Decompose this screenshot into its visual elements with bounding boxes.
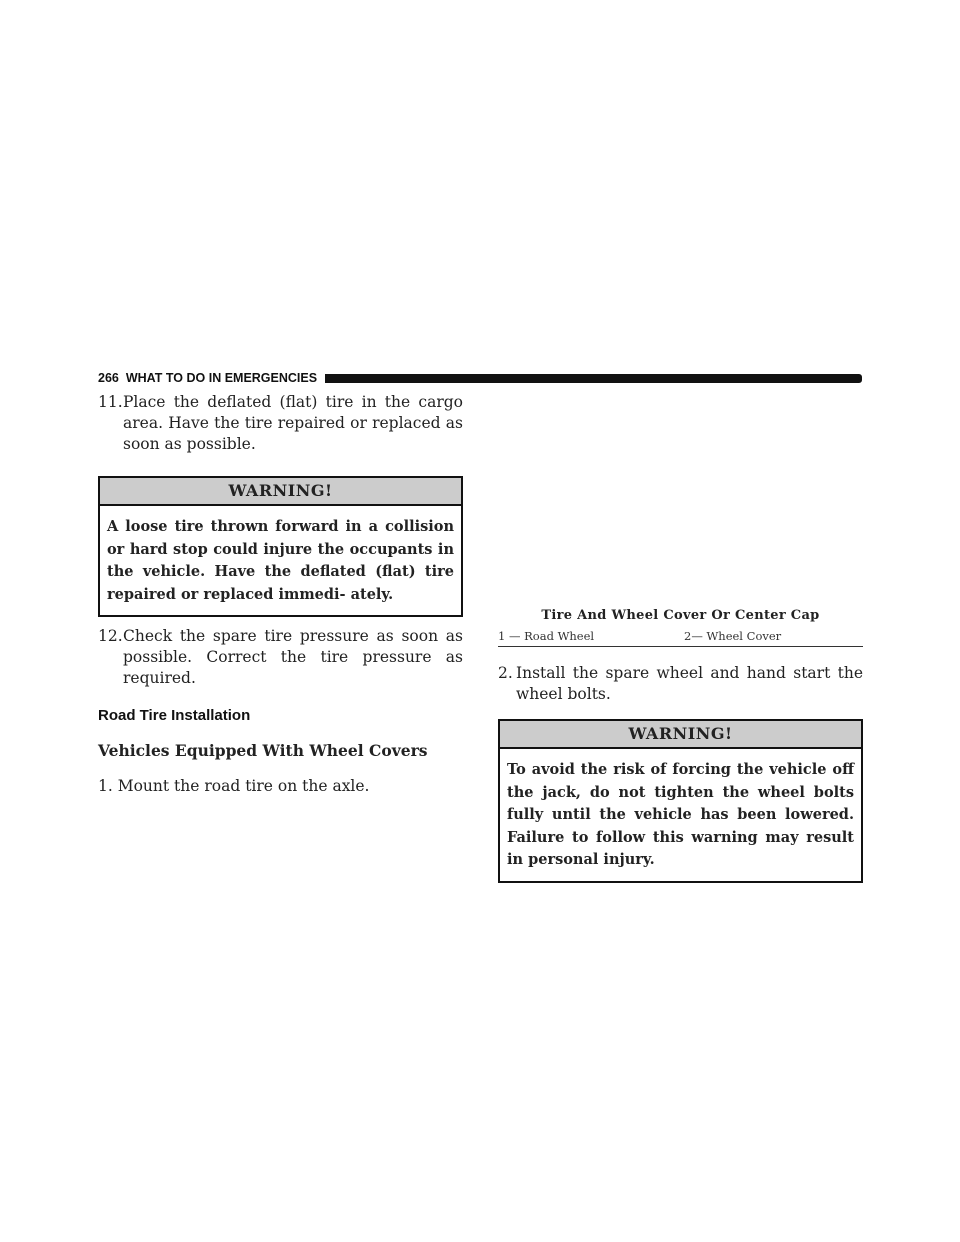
figure-legend [498, 626, 863, 647]
sub-heading: Vehicles Equipped With Wheel Covers [98, 741, 428, 760]
left-column [98, 392, 463, 797]
section-heading: Road Tire Installation [98, 707, 251, 724]
step-text: Place the deflated (flat) tire in the cargo area. Have the tire repaired or replaced as soon as possible. [123, 393, 463, 453]
legend-item-wheel-cover: 2— Wheel Cover [684, 629, 782, 643]
step-2 [498, 663, 863, 705]
step-text: Install the spare wheel and hand start the wheel bolts. [516, 664, 863, 703]
warning-text: A loose tire thrown forward in a collision or hard stop could injure the occupants in the vehicle. Have the deflated (flat) tire repaired or replaced immedi- ately. [107, 518, 454, 603]
warning-box-loose-tire [98, 476, 463, 617]
page-header [98, 370, 862, 386]
section-title: WHAT TO DO IN EMERGENCIES [125, 371, 318, 385]
step-12 [98, 626, 463, 689]
step-11 [98, 392, 463, 455]
legend-item-road-wheel: 1 — Road Wheel [498, 629, 595, 643]
header-rule [325, 374, 862, 383]
warning-text: To avoid the risk of forcing the vehicle off the jack, do not tighten the wheel bolts fully until the vehicle has been lowered. Failure to follow this warning may result in personal injury. [507, 761, 854, 868]
step-text: Check the spare tire pressure as soon as possible. Correct the tire pressure as required. [123, 627, 463, 687]
step-number: 2. [498, 664, 513, 682]
page-number: 266 [98, 371, 119, 385]
step-1 [98, 776, 463, 797]
step-number: 12. [98, 627, 123, 645]
step-number: 11. [98, 393, 123, 411]
warning-title: WARNING! [100, 478, 461, 506]
step-text: Mount the road tire on the axle. [117, 777, 370, 795]
figure-image-area [498, 392, 863, 606]
step-number: 1. [98, 777, 113, 795]
warning-box-wheel-bolts [498, 719, 863, 883]
warning-title: WARNING! [500, 721, 861, 749]
right-column [498, 392, 863, 883]
figure-caption: Tire And Wheel Cover Or Center Cap [541, 608, 820, 623]
